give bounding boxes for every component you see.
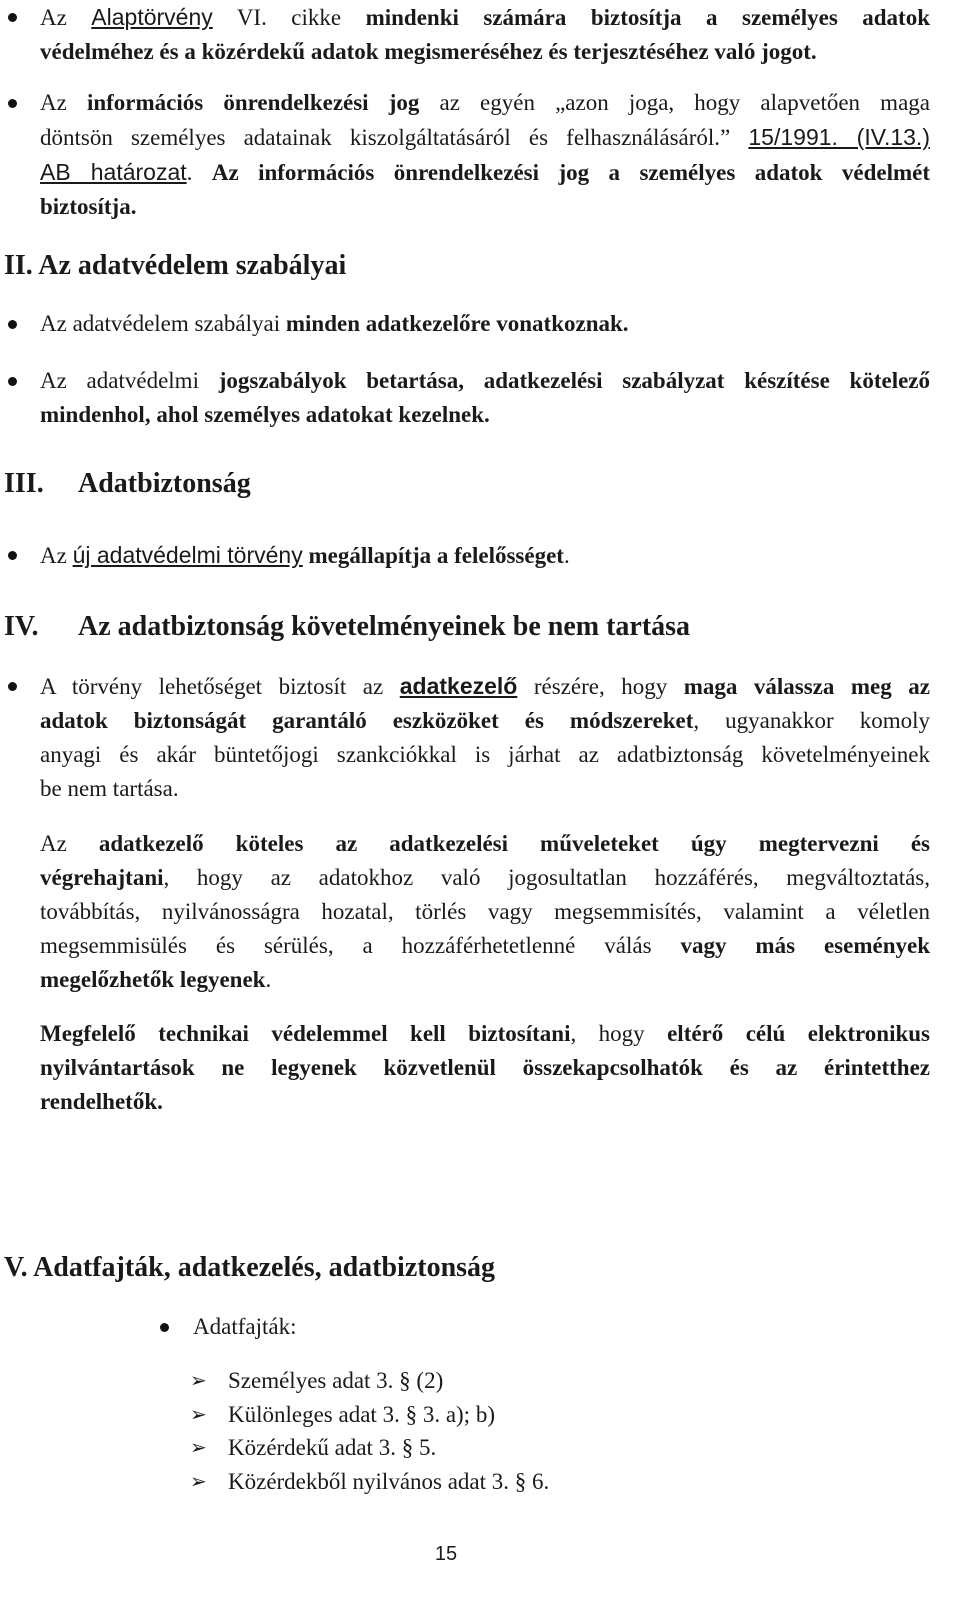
bullet-szabalyok: Az adatvédelem szabályai minden adatkezelőre vonatkoznak. — [40, 307, 930, 341]
bullet-torveny-lehetoseg — [40, 669, 930, 806]
bullet-line: be nem tartása. — [40, 776, 179, 801]
page-number: 15 — [434, 1543, 458, 1565]
heading-iv — [4, 609, 690, 645]
paragraph-line: rendelhetők. — [40, 1089, 163, 1114]
paragraph-line: Megfelelő technikai védelemmel kell biztosítani, hogy eltérő célú elektronikus — [40, 1021, 930, 1046]
heading-iii — [4, 466, 251, 502]
arrow-bullet-icon: ➢ — [190, 1435, 207, 1459]
bullet-line: Az Alaptörvény VI. cikke mindenki számára biztosítja a személyes adatok — [40, 4, 930, 30]
bullet-informacios-jog — [40, 86, 930, 224]
arrow-bullet-icon: ➢ — [190, 1368, 207, 1392]
list-item: ➢ Különleges adat 3. § 3. a); b) — [190, 1398, 549, 1432]
heading-title: Az adatbiztonság követelményeinek be nem tartása — [78, 611, 691, 642]
paragraph-technikai-vedelem — [40, 1017, 930, 1119]
bullet-adatfajtak: Adatfajták: — [193, 1310, 296, 1344]
paragraph-line: nyilvántartások ne legyenek közvetlenül összekapcsolhatók és az érintetthez — [40, 1055, 930, 1080]
paragraph-line: továbbítás, nyilvánosságra hozatal, törlés vagy megsemmisítés, valamint a véletlen — [40, 899, 930, 924]
arrow-bullet-icon: ➢ — [190, 1468, 207, 1493]
ab-hatarozat-link-part1[interactable]: 15/1991. (IV.13.) — [748, 124, 930, 150]
paragraph-line: megelőzhetők legyenek. — [40, 967, 272, 992]
paragraph-adatkezelo-koteles — [40, 827, 930, 997]
bullet-line: döntsön személyes adatainak kiszolgáltatásáról és felhasználásáról.” 15/1991. (IV.13.) — [40, 124, 930, 150]
bullet-line: védelméhez és a közérdekű adatok megismeréséhez és terjesztéséhez való jogot. — [40, 39, 817, 64]
heading-number: II. — [4, 250, 33, 281]
bullet-line: Az adatvédelmi jogszabályok betartása, adatkezelési szabályzat készítése kötelező — [40, 368, 930, 393]
bullet-line: anyagi és akár büntetőjogi szankciókkal is járhat az adatbiztonság követelményeinek — [40, 742, 930, 767]
ab-hatarozat-link-part2[interactable]: AB határozat — [40, 159, 187, 185]
heading-title: Adatbiztonság — [78, 468, 251, 499]
bullet-line: A törvény lehetőséget biztosít az adatkezelő részére, hogy maga válassza meg az — [40, 673, 930, 699]
heading-number: III. — [4, 468, 44, 499]
data-types-list — [190, 1364, 549, 1498]
bullet-alaptorveny — [40, 0, 930, 69]
heading-ii — [4, 248, 346, 284]
bullet-line: mindenhol, ahol személyes adatokat kezelnek. — [40, 402, 490, 427]
bullet-line: adatok biztonságát garantáló eszközöket és módszereket, ugyanakkor komoly — [40, 708, 930, 733]
bullet-felelosseg: Az új adatvédelmi törvény megállapítja a felelősséget. — [40, 538, 930, 573]
bullet-line: Az információs önrendelkezési jog az egyén „azon joga, hogy alapvetően maga — [40, 90, 930, 115]
arrow-bullet-icon: ➢ — [190, 1401, 207, 1426]
heading-title: Az adatvédelem szabályai — [38, 250, 347, 281]
bullet-line: AB határozat. Az információs önrendelkezési jog a személyes adatok védelmét — [40, 159, 931, 185]
uj-adatvedelmi-torveny-link[interactable]: új adatvédelmi törvény — [72, 542, 303, 568]
paragraph-line: végrehajtani, hogy az adatokhoz való jogosultatlan hozzáférés, megváltoztatás, — [40, 865, 930, 890]
adatkezelo-link[interactable]: adatkezelő — [399, 673, 518, 699]
list-item: ➢ Közérdekből nyilvános adat 3. § 6. — [190, 1465, 549, 1499]
list-item: ➢ Személyes adat 3. § (2) — [190, 1364, 549, 1398]
heading-v: V. Adatfajták, adatkezelés, adatbiztonság — [4, 1252, 496, 1283]
list-item: ➢ Közérdekű adat 3. § 5. — [190, 1431, 549, 1465]
heading-number: IV. — [4, 611, 39, 642]
alaptorveny-link[interactable]: Alaptörvény — [91, 4, 213, 30]
bullet-line: biztosítja. — [40, 194, 137, 219]
paragraph-line: megsemmisülés és sérülés, a hozzáférhetetlenné válás vagy más események — [40, 933, 931, 958]
bullet-jogszabalyok — [40, 364, 930, 432]
paragraph-line: Az adatkezelő köteles az adatkezelési műveleteket úgy megtervezni és — [40, 831, 930, 856]
